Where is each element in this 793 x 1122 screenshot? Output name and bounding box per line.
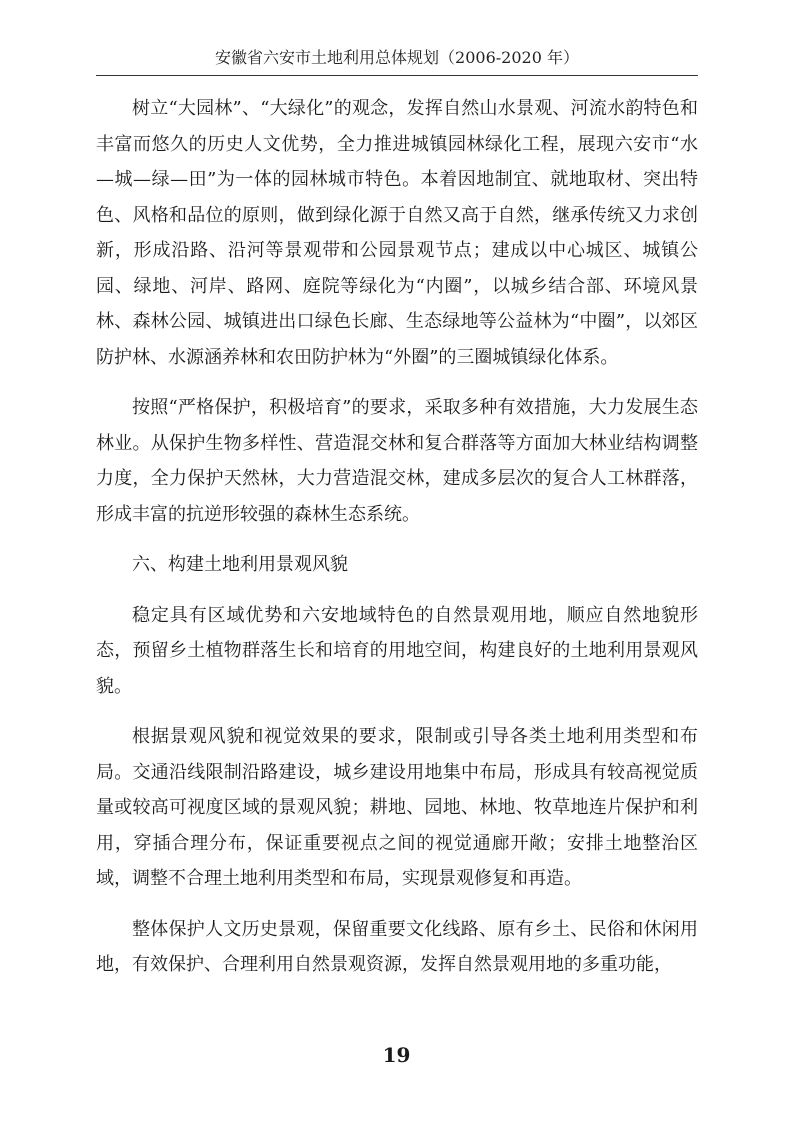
page-number: 19 [382,1043,411,1067]
paragraph-forestry: 按照“严格保护，积极培育”的要求，采取多种有效措施，大力发展生态林业。从保护生物多样性、营造混交林和复合群落等方面加大林业结构调整力度，全力保护天然林，大力营造混交林，建成多层次的复合人工林群落，形成丰富的抗逆形较强的森林生态系统。 [96,397,698,525]
running-header: 安徽省六安市土地利用总体规划（2006-2020 年） [96,44,698,76]
paragraph-heritage: 整体保护人文历史景观，保留重要文化线路、原有乡土、民俗和休闲用地，有效保护、合理利用自然景观资源，发挥自然景观用地的多重功能， [96,918,698,975]
document-body [96,91,698,998]
paragraph-greening: 树立“大园林”、“大绿化”的观念，发挥自然山水景观、河流水韵特色和丰富而悠久的历史人文优势，全力推进城镇园林绿化工程，展现六安市“水—城—绿—田”为一体的园林城市特色。本着因地制宜、就地取材、突出特色、风格和品位的原则，做到绿化源于自然又高于自然，继承传统又力求创新，形成沿路、沿河等景观带和公园景观节点；建成以中心城区、城镇公园、绿地、河岸、路网、庭院等绿化为“内圈”，以城乡结合部、环境风景林、森林公园、城镇进出口绿色长廊、生态绿地等公益林为“中圈”，以郊区防护林、水源涵养林和农田防护林为“外圈”的三圈城镇绿化体系。 [96,98,698,368]
paragraph-landscape-layout: 根据景观风貌和视觉效果的要求，限制或引导各类土地利用类型和布局。交通沿线限制沿路建设，城乡建设用地集中布局，形成具有较高视觉质量或较高可视度区域的景观风貌；耕地、园地、林地、牧草地连片保护和利用，穿插合理分布，保证重要视点之间的视觉通廊开敞；安排土地整治区域，调整不合理土地利用类型和布局，实现景观修复和再造。 [96,726,698,889]
paragraph-landscape-land: 稳定具有区域优势和六安地域特色的自然景观用地，顺应自然地貌形态，预留乡土植物群落生长和培育的用地空间，构建良好的土地利用景观风貌。 [96,604,698,697]
section-heading: 六、构建土地利用景观风貌 [132,554,348,575]
